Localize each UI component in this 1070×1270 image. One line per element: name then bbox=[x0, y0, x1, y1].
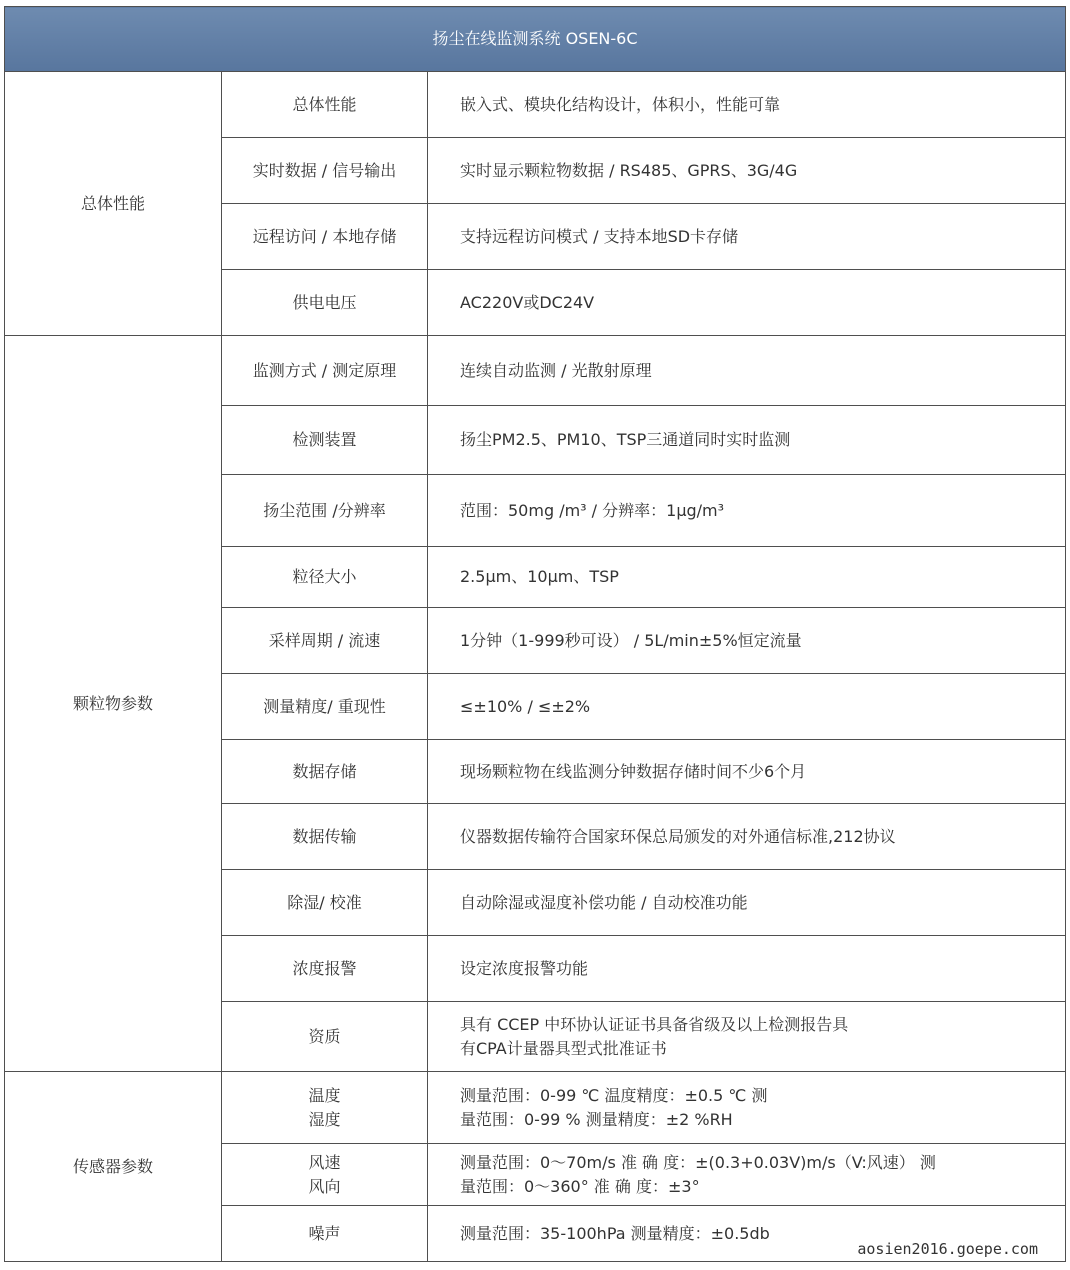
item-label: 数据存储 bbox=[292, 761, 357, 781]
value-text: 实时显示颗粒物数据 / RS485、GPRS、3G/4G bbox=[460, 160, 798, 180]
table-row bbox=[5, 336, 1066, 406]
value-text: 范围：50mg /m³ / 分辨率：1μg/m³ bbox=[460, 500, 725, 520]
item-cell bbox=[222, 138, 428, 204]
item-label: 风速 bbox=[308, 1152, 341, 1172]
value-text: 1分钟（1-999秒可设） / 5L/min±5%恒定流量 bbox=[460, 630, 802, 650]
value-text: 仪器数据传输符合国家环保总局颁发的对外通信标准,212协议 bbox=[460, 826, 896, 846]
item-label: 资质 bbox=[308, 1026, 341, 1046]
watermark-text: aosien2016.goepe.com bbox=[857, 1240, 1038, 1258]
item-label: 粒径大小 bbox=[292, 567, 357, 586]
value-text: 量范围：0-99 % 测量精度：±2 %RH bbox=[460, 1109, 733, 1129]
item-cell bbox=[222, 1072, 428, 1144]
spec-table bbox=[4, 6, 1066, 1262]
item-label: 湿度 bbox=[308, 1109, 341, 1129]
table-row bbox=[5, 1072, 1066, 1144]
item-label: 总体性能 bbox=[292, 94, 357, 114]
item-cell bbox=[222, 1002, 428, 1072]
value-cell bbox=[428, 138, 1066, 204]
item-cell bbox=[222, 936, 428, 1002]
value-text: 嵌入式、模块化结构设计，体积小，性能可靠 bbox=[460, 94, 781, 114]
value-cell bbox=[428, 936, 1066, 1002]
item-label: 远程访问 / 本地存储 bbox=[252, 226, 397, 246]
value-cell bbox=[428, 1002, 1066, 1072]
value-cell bbox=[428, 72, 1066, 138]
value-text: 现场颗粒物在线监测分钟数据存储时间不少6个月 bbox=[460, 761, 807, 781]
item-cell bbox=[222, 406, 428, 475]
value-text: 具有 CCEP 中环协认证证书具备省级及以上检测报告具 bbox=[460, 1014, 849, 1034]
item-label: 供电电压 bbox=[292, 292, 357, 312]
value-text: 有CPA计量器具型式批准证书 bbox=[460, 1038, 667, 1058]
item-label: 检测装置 bbox=[292, 430, 357, 449]
category-cell-general: 总体性能 bbox=[5, 72, 222, 336]
category-cell-sensor: 传感器参数 bbox=[5, 1072, 222, 1262]
value-text: 扬尘PM2.5、PM10、TSP三通道同时实时监测 bbox=[460, 430, 791, 449]
item-cell bbox=[222, 804, 428, 870]
item-cell bbox=[222, 204, 428, 270]
value-text: 测量范围：35-100hPa 测量精度：±0.5db bbox=[460, 1223, 770, 1243]
table-title: 扬尘在线监测系统 OSEN-6C bbox=[5, 7, 1066, 72]
item-cell bbox=[222, 740, 428, 804]
value-cell bbox=[428, 804, 1066, 870]
item-cell bbox=[222, 870, 428, 936]
value-text: 自动除湿或湿度补偿功能 / 自动校准功能 bbox=[460, 892, 748, 912]
value-cell bbox=[428, 1144, 1066, 1206]
value-text: 测量范围：0-99 ℃ 温度精度：±0.5 ℃ 测 bbox=[460, 1085, 768, 1105]
value-cell bbox=[428, 608, 1066, 674]
value-cell bbox=[428, 270, 1066, 336]
value-cell bbox=[428, 1072, 1066, 1144]
item-cell bbox=[222, 72, 428, 138]
category-cell-particulate: 颗粒物参数 bbox=[5, 336, 222, 1072]
item-cell bbox=[222, 1206, 428, 1262]
value-text: 支持远程访问模式 / 支持本地SD卡存储 bbox=[460, 226, 739, 246]
item-label: 除湿/ 校准 bbox=[287, 892, 362, 912]
value-cell bbox=[428, 204, 1066, 270]
value-cell bbox=[428, 870, 1066, 936]
item-label: 扬尘范围 /分辨率 bbox=[263, 500, 386, 520]
item-cell bbox=[222, 674, 428, 740]
value-text: ≤±10% / ≤±2% bbox=[460, 696, 591, 716]
value-text: 设定浓度报警功能 bbox=[460, 958, 589, 978]
item-label: 实时数据 / 信号输出 bbox=[252, 160, 397, 180]
value-text: AC220V或DC24V bbox=[460, 292, 595, 312]
value-text: 测量范围：0～70m/s 准 确 度：±(0.3+0.03V)m/s（V:风速） 测 bbox=[460, 1152, 936, 1172]
table-row bbox=[5, 72, 1066, 138]
item-label: 采样周期 / 流速 bbox=[268, 630, 381, 650]
item-cell bbox=[222, 547, 428, 608]
value-cell bbox=[428, 475, 1066, 547]
item-cell bbox=[222, 475, 428, 547]
item-cell bbox=[222, 336, 428, 406]
value-cell bbox=[428, 547, 1066, 608]
item-label: 风向 bbox=[308, 1176, 341, 1196]
value-cell bbox=[428, 406, 1066, 475]
value-cell bbox=[428, 336, 1066, 406]
item-cell bbox=[222, 1144, 428, 1206]
item-label: 测量精度/ 重现性 bbox=[263, 696, 386, 716]
item-cell bbox=[222, 608, 428, 674]
item-cell bbox=[222, 270, 428, 336]
item-label: 数据传输 bbox=[292, 826, 357, 846]
value-cell bbox=[428, 740, 1066, 804]
item-label: 监测方式 / 测定原理 bbox=[252, 360, 397, 380]
item-label: 温度 bbox=[308, 1085, 341, 1105]
item-label: 浓度报警 bbox=[292, 958, 357, 978]
item-label: 噪声 bbox=[308, 1223, 341, 1243]
value-cell bbox=[428, 674, 1066, 740]
value-text: 2.5μm、10μm、TSP bbox=[460, 567, 619, 586]
value-text: 连续自动监测 / 光散射原理 bbox=[460, 360, 652, 380]
value-text: 量范围：0～360° 准 确 度：±3° bbox=[460, 1176, 700, 1196]
